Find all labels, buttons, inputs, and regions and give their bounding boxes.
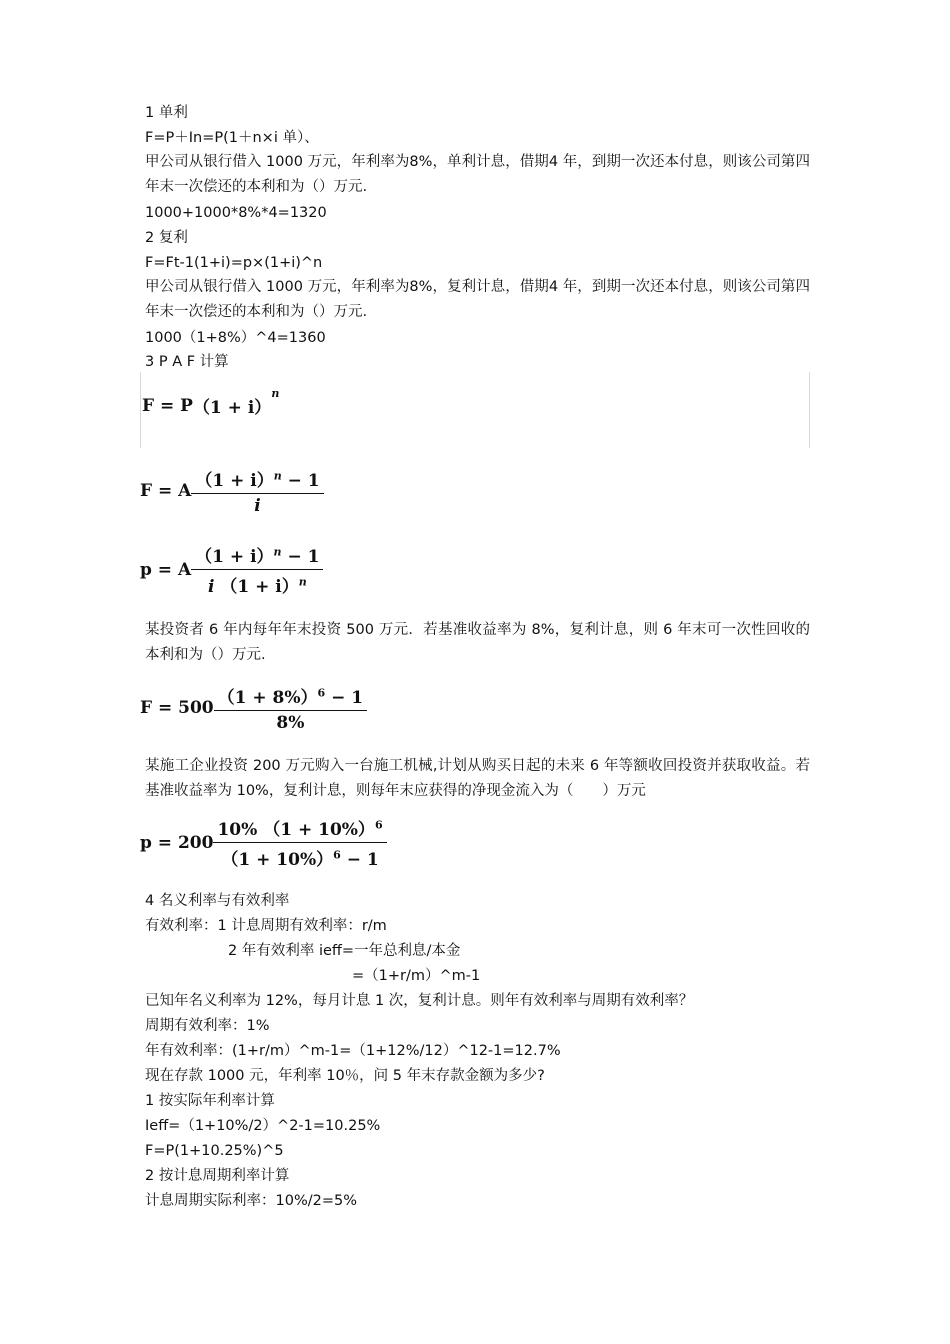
- method-1-ieff: Ieff=（1+10%/2）^2-1=10.25%: [145, 1118, 381, 1134]
- f5-den-exp: 6: [333, 848, 341, 862]
- f5-num-pre: 10%: [217, 820, 258, 840]
- effective-rate-def-1: 有效利率：1 计息周期有效利率：r/m: [145, 918, 387, 934]
- method-1-title: 1 按实际年利率计算: [145, 1093, 275, 1109]
- f2-num-exp: n: [273, 469, 282, 483]
- f1-base: （1 + i）: [192, 398, 272, 418]
- section-2-title: 2 复利: [145, 230, 188, 246]
- f2-num-tail: − 1: [287, 471, 320, 491]
- formula-f-from-p: [142, 387, 280, 418]
- f4-lhs: F = 500: [140, 698, 214, 718]
- annuity-question-1: 某投资者 6 年内每年年末投资 500 万元．若基准收益率为 8%，复利计息，则 6 年末可一次性回收的本利和为（）万元.: [145, 622, 810, 663]
- formula-p-from-a: [140, 542, 323, 597]
- method-2-rate: 计息周期实际利率：10%/2=5%: [145, 1193, 357, 1209]
- method-1-f: F=P(1+10.25%)^5: [145, 1143, 284, 1159]
- f5-den-base: （1 + 10%）: [221, 850, 334, 870]
- f5-num-base: （1 + 10%）: [263, 820, 375, 840]
- f3-num-base: （1 + i）: [195, 547, 274, 567]
- simple-interest-question: 甲公司从银行借入 1000 万元，年利率为8%，单利计息，借期4 年，到期一次还本付息，则该公司第四年末一次偿还的本利和为（）万元.: [145, 154, 810, 195]
- f5-den-tail: − 1: [346, 850, 379, 870]
- effective-rate-def-2: 2 年有效利率 ieff=一年总利息/本金: [228, 943, 461, 959]
- f1-lhs: F = P: [142, 395, 193, 416]
- f4-num-tail: − 1: [331, 688, 364, 708]
- f5-fraction: [213, 815, 386, 870]
- f3-den-base: （1 + i）: [220, 577, 299, 597]
- f2-den: i: [254, 496, 261, 516]
- f1-exp: n: [271, 387, 280, 400]
- period-rate-answer: 周期有效利率：1%: [145, 1018, 270, 1034]
- f2-lhs: F = A: [140, 481, 192, 501]
- annual-rate-answer: 年有效利率：(1+r/m）^m-1=（1+12%/12）^12-1=12.7%: [145, 1043, 561, 1059]
- formula-f-from-a: [140, 466, 324, 516]
- f3-lhs: p = A: [140, 559, 192, 580]
- f4-den: 8%: [276, 713, 305, 733]
- method-2-title: 2 按计息周期利率计算: [145, 1168, 290, 1184]
- compound-interest-formula: F=Ft-1(1+i)=p×(1+i)^n: [145, 255, 323, 271]
- f2-fraction: [191, 466, 323, 516]
- f2-num-base: （1 + i）: [195, 471, 274, 491]
- deposit-question: 现在存款 1000 元，年利率 10％，问 5 年末存款金额为多少?: [145, 1068, 545, 1084]
- section-4-title: 4 名义利率与有效利率: [145, 893, 290, 909]
- section-3-title: 3 P A F 计算: [145, 354, 229, 370]
- formula-f-500: [140, 683, 367, 733]
- f3-den-i: i: [207, 577, 215, 597]
- f3-num-tail: − 1: [287, 547, 320, 567]
- nominal-rate-question: 已知年名义利率为 12%，每月计息 1 次，复利计息。则年有效利率与周期有效利率？: [145, 993, 694, 1009]
- f4-num-base: （1 + 8%）: [217, 688, 318, 708]
- simple-interest-formula: F=P＋In=P(1＋n×i 单）、: [145, 130, 319, 146]
- effective-rate-def-3: =（1+r/m）^m-1: [352, 968, 481, 984]
- compound-interest-answer: 1000（1+8%）^4=1360: [145, 330, 326, 346]
- section-1-title: 1 单利: [145, 105, 188, 121]
- f5-num-exp: 6: [374, 818, 383, 832]
- f3-den-exp: n: [298, 575, 307, 589]
- compound-interest-question: 甲公司从银行借入 1000 万元，年利率为8%，复利计息，借期4 年，到期一次还本付息，则该公司第四年末一次偿还的本利和为（）万元.: [145, 279, 810, 320]
- simple-interest-answer: 1000+1000*8%*4=1320: [145, 205, 327, 221]
- f5-lhs: p = 200: [140, 832, 214, 853]
- f4-fraction: [214, 683, 367, 733]
- f3-num-exp: n: [273, 545, 282, 559]
- annuity-question-2: 某施工企业投资 200 万元购入一台施工机械,计划从购买日起的未来 6 年等额收回投资并获取收益。若基准收益率为 10%，复利计息，则每年末应获得的净现金流入为（ ）万元: [145, 758, 810, 799]
- formula-p-200: [140, 815, 387, 870]
- f4-num-exp: 6: [317, 686, 326, 700]
- f3-fraction: [191, 542, 323, 597]
